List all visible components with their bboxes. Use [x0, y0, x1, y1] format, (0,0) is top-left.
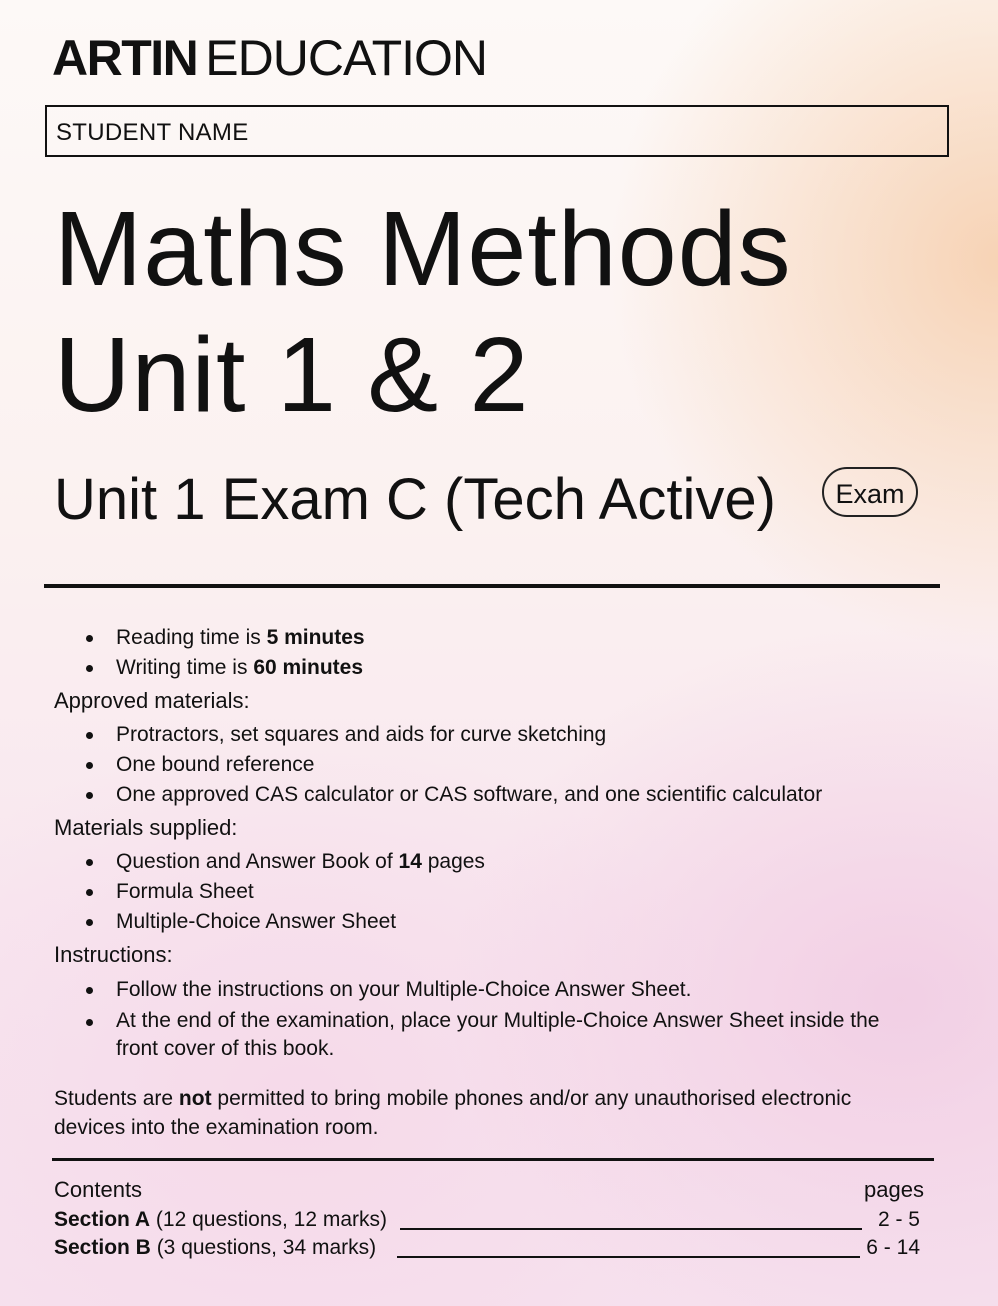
title-line-1: Maths Methods	[54, 190, 792, 308]
list-item: One bound reference	[116, 750, 822, 780]
approved-materials-heading: Approved materials:	[54, 688, 250, 713]
instructions-heading: Instructions:	[54, 942, 173, 967]
exam-badge: Exam	[822, 467, 918, 517]
contents-header	[54, 1177, 924, 1203]
list-item: Writing time is 60 minutes	[116, 653, 365, 683]
list-item: At the end of the examination, place your Multiple-Choice Answer Sheet inside the front cover of this book.	[116, 1007, 916, 1063]
instructions-list	[116, 975, 916, 1063]
toc-leader-line	[397, 1256, 860, 1258]
list-item: Reading time is 5 minutes	[116, 623, 365, 653]
list-item: Protractors, set squares and aids for curve sketching	[116, 720, 822, 750]
list-item: Multiple-Choice Answer Sheet	[116, 907, 485, 937]
mobile-phone-notice: Students are not permitted to bring mobile phones and/or any unauthorised electronic devices into the examination room.	[54, 1087, 852, 1139]
toc-row-section-a: Section A (12 questions, 12 marks) 2 - 5	[54, 1208, 920, 1231]
page-title	[54, 186, 792, 438]
artin-education-logo: ARTIN EDUCATION	[52, 30, 488, 86]
title-line-2: Unit 1 & 2	[54, 316, 530, 434]
list-item: Follow the instructions on your Multiple-Choice Answer Sheet.	[116, 975, 916, 1005]
timing-list	[116, 623, 365, 683]
toc-leader-line	[400, 1228, 862, 1230]
list-item: Question and Answer Book of 14 pages	[116, 847, 485, 877]
toc-row-section-b: Section B (3 questions, 34 marks) 6 - 14	[54, 1236, 920, 1259]
pages-heading: pages	[864, 1177, 924, 1202]
materials-supplied-list	[116, 847, 485, 937]
contents-divider	[52, 1158, 934, 1161]
exam-subtitle: Unit 1 Exam C (Tech Active)	[54, 467, 776, 532]
student-name-field[interactable]	[45, 105, 949, 157]
student-name-label: STUDENT NAME	[56, 119, 249, 146]
header-divider	[44, 584, 940, 588]
contents-heading: Contents	[54, 1177, 143, 1202]
approved-materials-list	[116, 720, 822, 810]
materials-supplied-heading: Materials supplied:	[54, 815, 238, 840]
list-item: Formula Sheet	[116, 877, 485, 907]
list-item: One approved CAS calculator or CAS software, and one scientific calculator	[116, 780, 822, 810]
